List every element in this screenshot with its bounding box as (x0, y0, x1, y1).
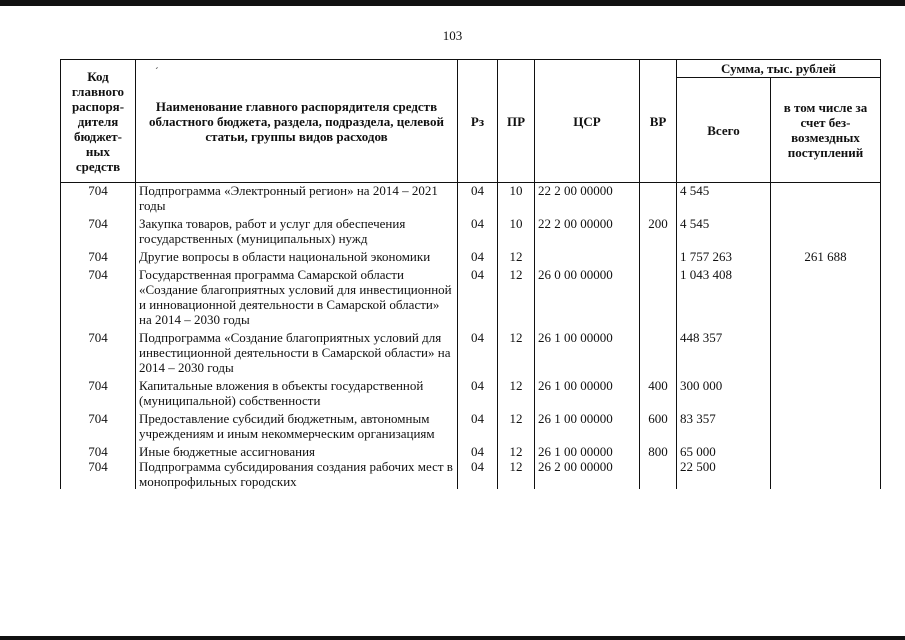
table-row (61, 183, 881, 217)
cell-total: 22 500 (677, 459, 771, 489)
cell-csr: 26 0 00 00000 (535, 267, 640, 330)
cell-vr: 200 (640, 216, 677, 249)
cell-code: 704 (61, 183, 136, 217)
header-vr: ВР (640, 60, 677, 183)
cell-rz: 04 (458, 411, 498, 444)
cell-incl (771, 378, 881, 411)
cell-incl (771, 267, 881, 330)
table-row (61, 216, 881, 249)
table-row (61, 249, 881, 267)
page-number: 103 (442, 28, 463, 43)
header-total: Всего (677, 78, 771, 183)
cell-incl: 261 688 (771, 249, 881, 267)
table-row (61, 378, 881, 411)
cell-rz: 04 (458, 267, 498, 330)
table-row (61, 267, 881, 330)
table-row (61, 411, 881, 444)
top-border-bar (0, 0, 905, 6)
cell-code: 704 (61, 330, 136, 378)
cell-name: Капитальные вложения в объекты государственной (муниципальной) собственности (136, 378, 458, 411)
cell-total: 65 000 (677, 444, 771, 459)
cell-code: 704 (61, 216, 136, 249)
cell-csr: 22 2 00 00000 (535, 216, 640, 249)
cell-pr: 12 (498, 330, 535, 378)
scan-mark: ˊ (155, 66, 159, 78)
cell-name: Предоставление субсидий бюджетным, автономным учреждениям и иным некоммерческим организациям (136, 411, 458, 444)
cell-name: Подпрограмма «Создание благоприятных условий для инвестиционной деятельности в Самарской области» на 2014 – 2030 годы (136, 330, 458, 378)
table-row (61, 444, 881, 459)
cell-rz: 04 (458, 249, 498, 267)
cell-code: 704 (61, 267, 136, 330)
cell-vr: 800 (640, 444, 677, 459)
cell-total: 83 357 (677, 411, 771, 444)
cell-pr: 10 (498, 183, 535, 217)
cell-csr: 22 2 00 00000 (535, 183, 640, 217)
cell-total: 300 000 (677, 378, 771, 411)
cell-rz: 04 (458, 216, 498, 249)
cell-vr (640, 249, 677, 267)
cell-rz: 04 (458, 330, 498, 378)
header-name: Наименование главного распорядителя средств областного бюджета, раздела, подраздела, целевой статьи, группы видов расходов (136, 60, 458, 183)
cell-name: Государственная программа Самарской области «Создание благоприятных условий для инвестиционной и инновационной деятельности в Самарской области» на 2014 – 2030 годы (136, 267, 458, 330)
cell-total: 1 757 263 (677, 249, 771, 267)
cell-pr: 12 (498, 378, 535, 411)
header-incl: в том числе за счет без-возмездных поступлений (771, 78, 881, 183)
cell-total: 448 357 (677, 330, 771, 378)
cell-vr (640, 459, 677, 489)
cell-csr: 26 1 00 00000 (535, 330, 640, 378)
table-header (61, 60, 881, 183)
cell-name: Иные бюджетные ассигнования (136, 444, 458, 459)
cell-incl (771, 216, 881, 249)
cell-rz: 04 (458, 183, 498, 217)
cell-name: Закупка товаров, работ и услуг для обеспечения государственных (муниципальных) нужд (136, 216, 458, 249)
cell-name: Подпрограмма «Электронный регион» на 2014 – 2021 годы (136, 183, 458, 217)
table-body (61, 183, 881, 490)
cell-name: Подпрограмма субсидирования создания рабочих мест в монопрофильных городских (136, 459, 458, 489)
table-row (61, 330, 881, 378)
cell-code: 704 (61, 444, 136, 459)
cell-vr (640, 330, 677, 378)
cell-csr: 26 1 00 00000 (535, 444, 640, 459)
cell-pr: 12 (498, 411, 535, 444)
cell-csr (535, 249, 640, 267)
cell-rz: 04 (458, 459, 498, 489)
header-code: Код главного распоря-дителя бюджет-ных средств (61, 60, 136, 183)
cell-pr: 12 (498, 459, 535, 489)
cell-vr (640, 183, 677, 217)
bottom-border-bar (0, 636, 905, 640)
cell-csr: 26 2 00 00000 (535, 459, 640, 489)
cell-pr: 12 (498, 267, 535, 330)
cell-incl (771, 459, 881, 489)
cell-vr (640, 267, 677, 330)
cell-csr: 26 1 00 00000 (535, 411, 640, 444)
cell-code: 704 (61, 459, 136, 489)
header-csr: ЦСР (535, 60, 640, 183)
header-sum-group: Сумма, тыс. рублей (677, 60, 881, 78)
cell-name: Другие вопросы в области национальной экономики (136, 249, 458, 267)
cell-code: 704 (61, 249, 136, 267)
cell-total: 4 545 (677, 183, 771, 217)
cell-pr: 12 (498, 444, 535, 459)
cell-code: 704 (61, 378, 136, 411)
cell-incl (771, 330, 881, 378)
cell-total: 1 043 408 (677, 267, 771, 330)
table-row (61, 459, 881, 489)
header-rz: Рз (458, 60, 498, 183)
cell-code: 704 (61, 411, 136, 444)
cell-total: 4 545 (677, 216, 771, 249)
cell-incl (771, 183, 881, 217)
cell-pr: 12 (498, 249, 535, 267)
cell-vr: 400 (640, 378, 677, 411)
cell-incl (771, 444, 881, 459)
budget-table (60, 59, 881, 489)
cell-csr: 26 1 00 00000 (535, 378, 640, 411)
cell-pr: 10 (498, 216, 535, 249)
cell-incl (771, 411, 881, 444)
header-pr: ПР (498, 60, 535, 183)
cell-rz: 04 (458, 444, 498, 459)
cell-vr: 600 (640, 411, 677, 444)
cell-rz: 04 (458, 378, 498, 411)
